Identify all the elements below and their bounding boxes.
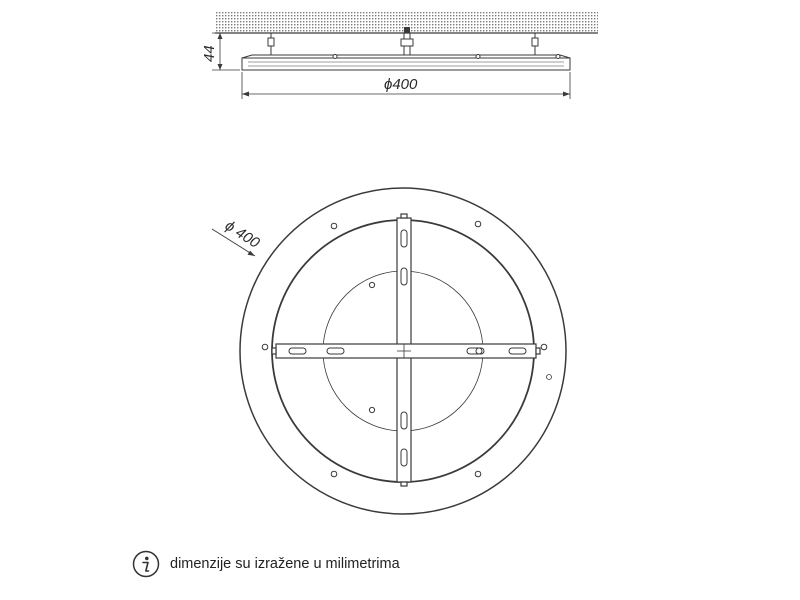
units-note-text: dimenzije su izražene u milimetrima [170, 556, 400, 572]
fixture-body [242, 58, 570, 70]
top-view [212, 188, 566, 514]
units-note [132, 549, 400, 579]
mounting-bracket-right [532, 33, 538, 55]
side-diameter-label: ϕ400 [384, 76, 418, 93]
mounting-bracket-left [268, 33, 274, 55]
info-icon [132, 550, 160, 578]
side-height-label: 44 [201, 45, 218, 62]
top-diameter-label: ϕ 400 [221, 217, 263, 252]
